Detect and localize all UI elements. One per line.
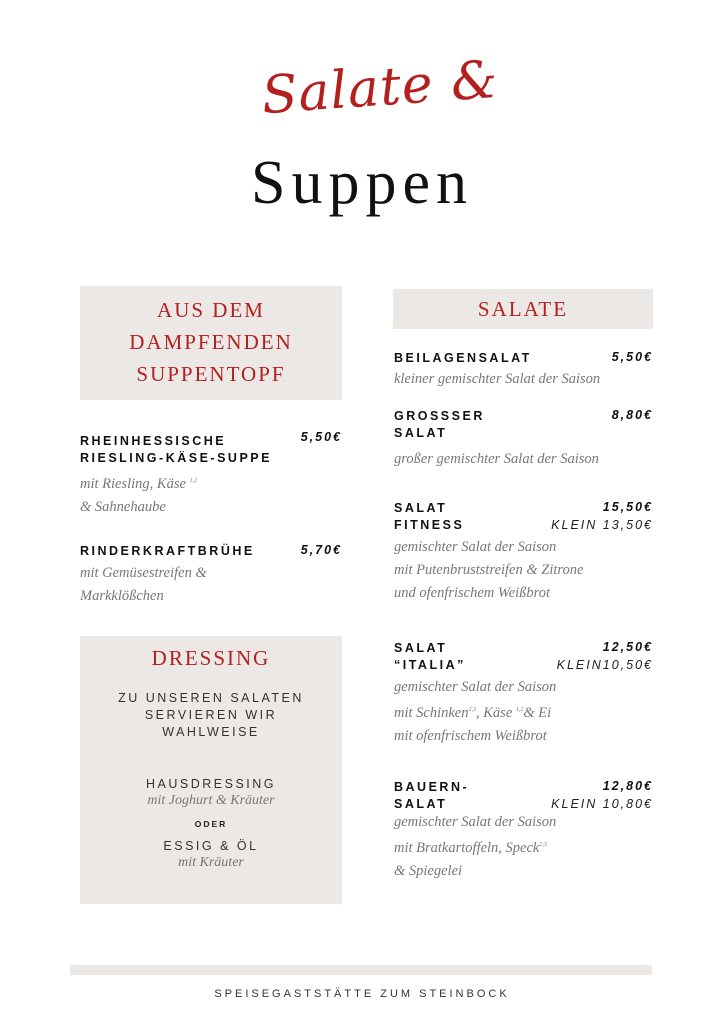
page-title: Suppen: [251, 149, 473, 217]
item-description: [80, 470, 342, 519]
item-description-line: & Spiegelei: [394, 862, 463, 879]
item-price: 8,80€: [611, 408, 653, 422]
item-description-line: mit ofenfrischem Weißbrot: [394, 727, 547, 744]
menu-item-beilagensalat: [394, 350, 653, 391]
dressing-intro: [80, 690, 342, 741]
soup-heading-line: SUPPENTOPF: [136, 362, 286, 386]
item-name-line: SALAT: [394, 501, 448, 515]
dressing-box: [80, 636, 342, 904]
item-description-line: mit Schinken$^{2,3}$, Käse $^{1,2}$& Ei: [394, 704, 552, 721]
item-description-line: & Sahnehaube: [80, 498, 166, 515]
item-name: BEILAGENSALAT: [394, 351, 532, 365]
soup-section-heading-box: [80, 286, 342, 400]
item-description: großer gemischter Salat der Saison: [394, 451, 599, 467]
item-description-line: gemischter Salat der Saison: [394, 679, 557, 695]
item-price: 12,80€: [602, 779, 653, 793]
item-name: RINDERKRAFTBRÜHE: [80, 544, 255, 558]
item-small-price: KLEIN 13,50€: [551, 518, 653, 532]
dressing-separator: ODER: [194, 819, 228, 829]
item-description-line: und ofenfrischem Weißbrot: [394, 585, 550, 601]
item-description: [80, 562, 342, 608]
item-small-price: KLEIN 10,80€: [551, 797, 653, 811]
footer-restaurant-name: SPEISEGASTSTÄTTE ZUM STEINBOCK: [214, 988, 510, 1000]
item-description: [394, 676, 653, 748]
item-small-price: KLEIN10,50€: [556, 658, 653, 672]
allergen-note: 2,3: [539, 842, 547, 848]
item-description-line: mit Gemüsestreifen &: [80, 565, 207, 581]
item-description-line: gemischter Salat der Saison: [394, 539, 557, 555]
soup-section-heading: [80, 286, 342, 390]
dressing-option-name: HAUSDRESSING: [145, 777, 277, 791]
allergen-note: 1,2: [515, 707, 524, 713]
menu-item-rinderkraftbruehe: [80, 543, 342, 608]
dressing-option-name: ESSIG & ÖL: [163, 839, 259, 853]
dressing-intro-line: SERVIEREN WIR: [144, 708, 278, 722]
item-name-line: SALAT: [394, 641, 448, 655]
allergen-note: 2,3: [468, 707, 476, 713]
item-description: [394, 811, 653, 883]
item-name-line: SALAT: [394, 797, 448, 811]
item-price: 5,50€: [611, 350, 653, 364]
item-price: 15,50€: [602, 500, 653, 514]
soup-heading-line: DAMPFENDEN: [129, 330, 293, 354]
item-name-line: BAUERN-: [394, 780, 470, 794]
item-description: [394, 536, 653, 605]
item-name-line: GROSSSER: [394, 409, 485, 423]
dressing-intro-line: WAHLWEISE: [162, 725, 260, 739]
item-name-line: FITNESS: [394, 518, 465, 532]
menu-item-grossser-salat: [394, 408, 653, 471]
dressing-intro-line: ZU UNSEREN SALATEN: [118, 691, 304, 705]
salad-section-heading-box: [393, 289, 653, 329]
soup-heading-line: AUS DEM: [157, 298, 265, 322]
item-name-line: RIESLING-KÄSE-SUPPE: [80, 451, 272, 465]
dressing-option-description: mit Kräuter: [178, 855, 244, 870]
item-price: 12,50€: [602, 640, 653, 654]
salad-section-heading: SALATE: [477, 297, 569, 321]
item-description: kleiner gemischter Salat der Saison: [394, 371, 601, 387]
item-description-line: gemischter Salat der Saison: [394, 814, 557, 830]
item-description-line: mit Riesling, Käse $^{1,2}$: [80, 475, 198, 492]
script-title: Salate &: [259, 49, 501, 127]
allergen-note: 1,2: [189, 478, 198, 484]
menu-item-bauern-salat: [394, 779, 653, 883]
item-name-line: “ITALIA”: [394, 658, 466, 672]
item-name-line: SALAT: [394, 426, 448, 440]
menu-item-riesling-kaese-suppe: [80, 430, 342, 519]
footer-divider: [70, 965, 652, 975]
item-name-line: RHEINHESSISCHE: [80, 434, 227, 448]
menu-item-salat-fitness: [394, 500, 653, 605]
item-description-line: mit Putenbruststreifen & Zitrone: [394, 562, 584, 578]
item-description-line: mit Bratkartoffeln, Speck$^{2,3}$: [394, 839, 547, 856]
item-price: 5,70€: [300, 543, 342, 557]
item-price: 5,50€: [300, 430, 342, 444]
dressing-option-description: mit Joghurt & Kräuter: [147, 793, 275, 808]
dressing-heading: DRESSING: [151, 646, 271, 670]
item-description-line: Markklößchen: [80, 588, 164, 604]
menu-item-salat-italia: [394, 640, 653, 748]
